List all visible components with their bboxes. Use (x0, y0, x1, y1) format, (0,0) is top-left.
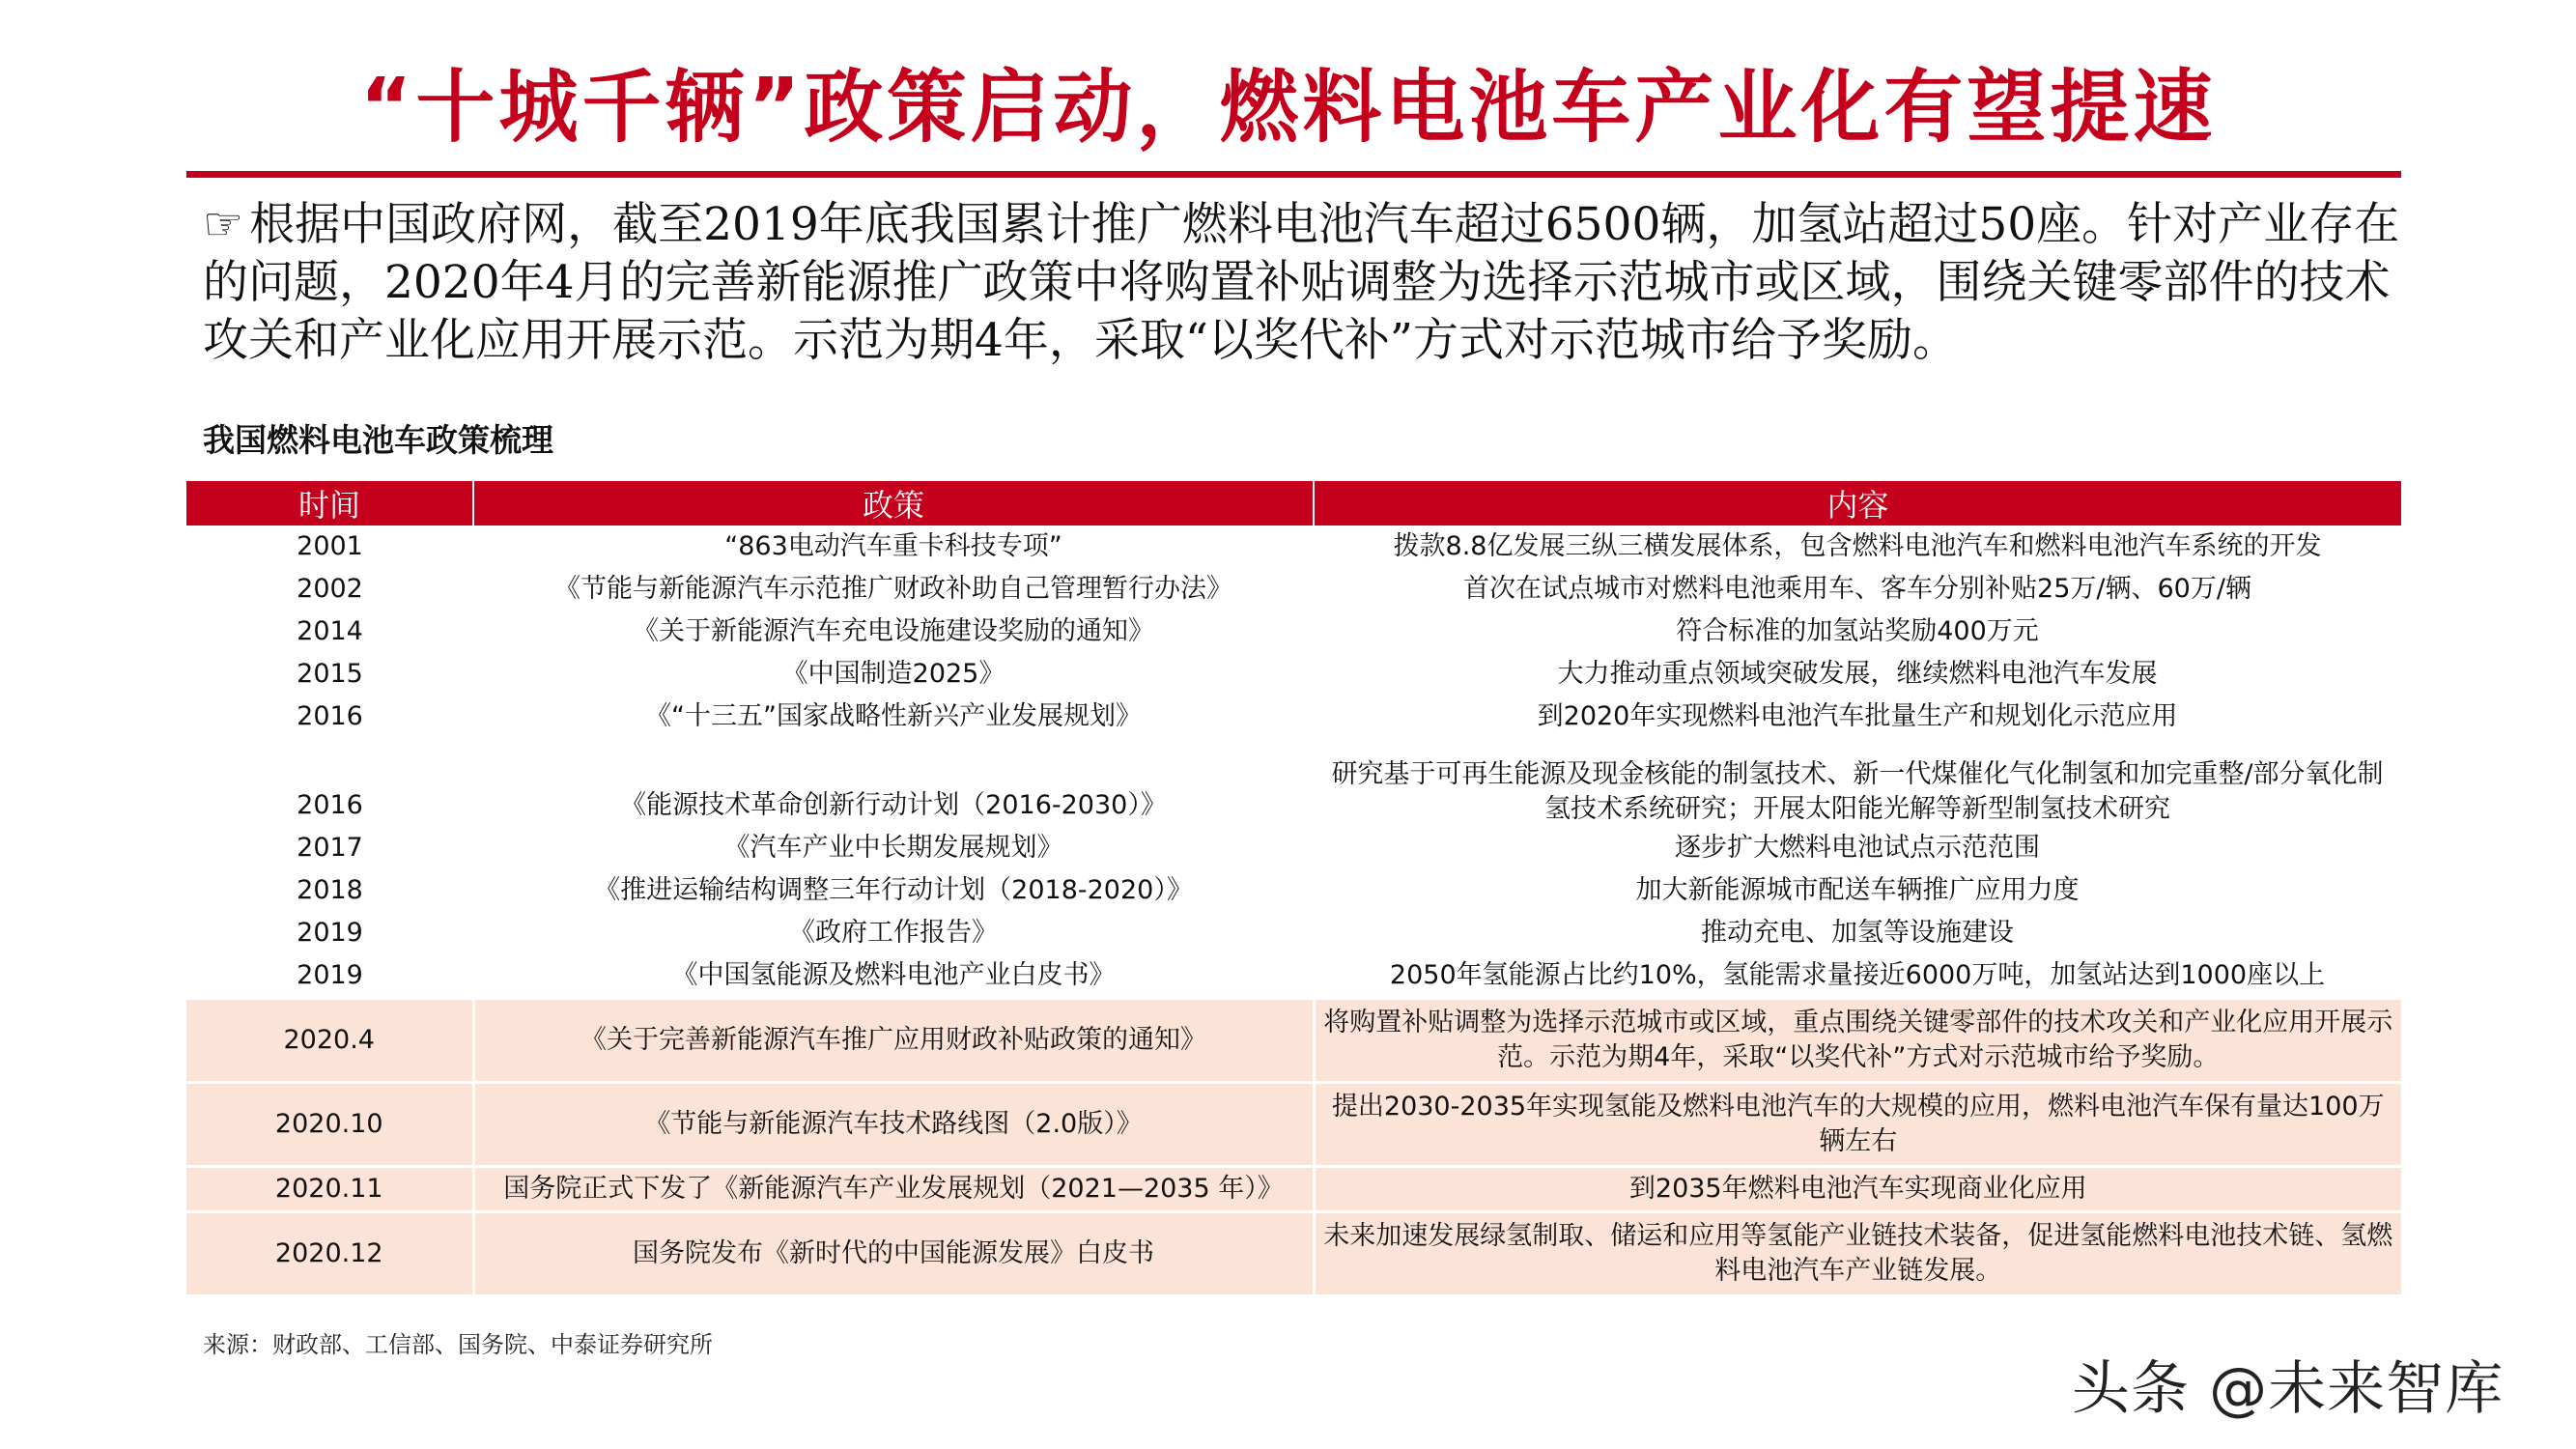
table-row (186, 526, 2401, 568)
cell-policy: 《中国制造2025》 (781, 659, 1005, 689)
cell-policy: “863电动汽车重卡科技专项” (724, 531, 1062, 561)
cell-content: 符合标准的加氢站奖励400万元 (1676, 616, 2039, 646)
intro-paragraph (203, 196, 2415, 370)
intro-text: 根据中国政府网，截至2019年底我国累计推广燃料电池汽车超过6500辆，加氢站超过50座。针对产业存在的问题，2020年4月的完善新能源推广政策中将购置补贴调整为选择示范城市或区域，围绕关键零部件的技术攻关和产业化应用开展示范。示范为期4年，采取“以奖代补”方式对示范城市给予奖励。 (203, 198, 2400, 367)
cell-policy: 《“十三五”国家战略性新兴产业发展规划》 (645, 701, 1142, 731)
cell-content: 到2020年实现燃料电池汽车批量生产和规划化示范应用 (1537, 701, 2178, 731)
cell-policy: 《关于新能源汽车充电设施建设奖励的通知》 (633, 616, 1154, 646)
cell-time: 2019 (297, 960, 363, 990)
table-row (186, 738, 2401, 827)
table-header-row (186, 481, 2401, 526)
table-caption: 我国燃料电池车政策梳理 (203, 421, 553, 459)
cell-time: 2016 (297, 701, 363, 731)
cell-content: 大力推动重点领域突破发展，继续燃料电池汽车发展 (1557, 659, 2158, 689)
cell-policy: 《关于完善新能源汽车推广应用财政补贴政策的通知》 (473, 999, 1314, 1083)
cell-time: 2019 (297, 918, 363, 948)
cell-content: 未来加速发展绿氢制取、储运和应用等氢能产业链技术装备，促进氢能燃料电池技术链、氢燃料电池汽车产业链发展。 (1314, 1212, 2401, 1295)
cell-content: 逐步扩大燃料电池试点示范范围 (1675, 833, 2040, 863)
table-row (186, 653, 2401, 696)
cell-policy: 《中国氢能源及燃料电池产业白皮书》 (671, 960, 1116, 990)
table-row (186, 568, 2401, 611)
cell-time: 2018 (297, 875, 363, 905)
cell-time: 2020.4 (186, 999, 473, 1083)
cell-content: 到2035年燃料电池汽车实现商业化应用 (1314, 1167, 2401, 1212)
cell-time: 2020.12 (186, 1212, 473, 1295)
cell-time: 2016 (297, 790, 363, 820)
cell-policy: 《节能与新能源汽车示范推广财政补助自己管理暂行办法》 (554, 574, 1232, 604)
cell-content: 加大新能源城市配送车辆推广应用力度 (1635, 875, 2080, 905)
cell-time: 2015 (297, 659, 363, 689)
cell-content: 提出2030-2035年实现氢能及燃料电池汽车的大规模的应用，燃料电池汽车保有量达100万辆左右 (1314, 1083, 2401, 1167)
pointing-hand-icon: ☞ (203, 198, 244, 251)
cell-time: 2001 (297, 531, 363, 561)
page-title: “十城千辆”政策启动，燃料电池车产业化有望提速 (359, 62, 2217, 154)
source-note: 来源：财政部、工信部、国务院、中泰证券研究所 (203, 1331, 713, 1358)
cell-time: 2017 (297, 833, 363, 863)
table-row (186, 954, 2401, 999)
header-policy: 政策 (473, 481, 1314, 526)
table-row-highlighted (186, 999, 2401, 1083)
table-row (186, 869, 2401, 912)
table-row (186, 696, 2401, 738)
table-row-highlighted (186, 1167, 2401, 1212)
cell-policy: 《能源技术革命创新行动计划（2016-2030）》 (620, 790, 1167, 820)
cell-content: 推动充电、加氢等设施建设 (1701, 918, 2014, 948)
table-row (186, 827, 2401, 869)
cell-time: 2020.10 (186, 1083, 473, 1167)
cell-policy: 《政府工作报告》 (789, 918, 998, 948)
cell-policy: 国务院正式下发了《新能源汽车产业发展规划（2021—2035 年）》 (473, 1167, 1314, 1212)
header-content: 内容 (1314, 481, 2401, 526)
cell-policy: 《节能与新能源汽车技术路线图（2.0版）》 (473, 1083, 1314, 1167)
table-row-highlighted (186, 1083, 2401, 1167)
cell-policy: 《推进运输结构调整三年行动计划（2018-2020）》 (594, 875, 1193, 905)
cell-time: 2014 (297, 616, 363, 646)
cell-time: 2020.11 (186, 1167, 473, 1212)
table-row (186, 611, 2401, 653)
cell-content: 研究基于可再生能源及现金核能的制氢技术、新一代煤催化气化制氢和加完重整/部分氧化制氢技术系统研究；开展太阳能光解等新型制氢技术研究 (1331, 759, 2384, 824)
cell-content: 2050年氢能源占比约10%，氢能需求量接近6000万吨，加氢站达到1000座以上 (1389, 960, 2326, 990)
table-row (186, 912, 2401, 954)
cell-content: 拨款8.8亿发展三纵三横发展体系，包含燃料电池汽车和燃料电池汽车系统的开发 (1393, 531, 2322, 561)
policy-table (186, 481, 2401, 1294)
cell-policy: 国务院发布《新时代的中国能源发展》白皮书 (473, 1212, 1314, 1295)
title-divider (186, 171, 2401, 178)
table-row-highlighted (186, 1212, 2401, 1295)
cell-content: 首次在试点城市对燃料电池乘用车、客车分别补贴25万/辆、60万/辆 (1463, 574, 2251, 604)
watermark: 头条 @未来智库 (2072, 1355, 2505, 1423)
cell-policy: 《汽车产业中长期发展规划》 (723, 833, 1063, 863)
header-time: 时间 (186, 481, 473, 526)
cell-content: 将购置补贴调整为选择示范城市或区域，重点围绕关键零部件的技术攻关和产业化应用开展示范。示范为期4年，采取“以奖代补”方式对示范城市给予奖励。 (1314, 999, 2401, 1083)
cell-time: 2002 (297, 574, 363, 604)
